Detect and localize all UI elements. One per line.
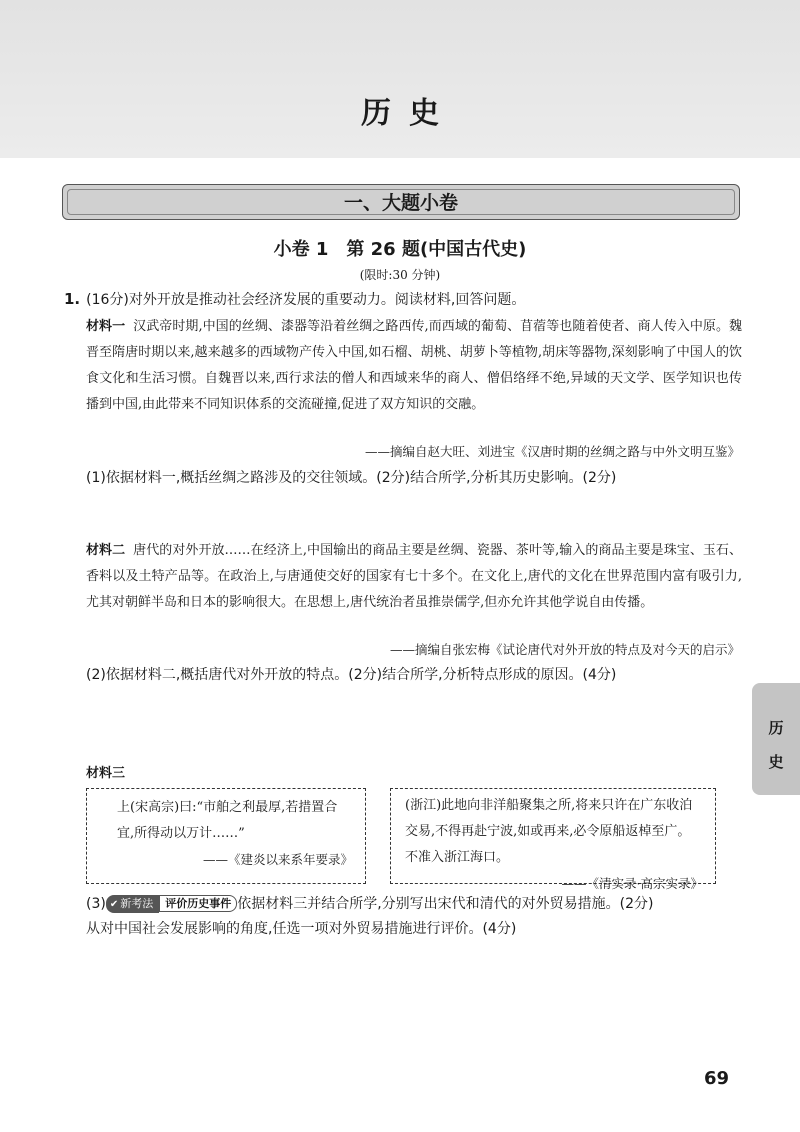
quote-song-source: ——《建炎以来系年要录》 bbox=[202, 852, 353, 867]
sub-question-1: (1)依据材料一,概括丝绸之路涉及的交往领域。(2分)结合所学,分析其历史影响。(2分) bbox=[86, 470, 617, 486]
quote-box-qing bbox=[390, 788, 716, 891]
evaluate-event-tag: 评价历史事件 bbox=[159, 895, 237, 912]
page-number: 69 bbox=[704, 1068, 730, 1089]
sub-question-3 bbox=[86, 893, 654, 913]
paper-title: 小卷 1 第 26 题(中国古代史) bbox=[273, 239, 527, 260]
material-1-source: ——摘编自赵大旺、刘进宝《汉唐时期的丝绸之路与中外文明互鉴》 bbox=[364, 444, 740, 459]
check-badge-icon: ✔ bbox=[109, 899, 119, 910]
sub-question-2: (2)依据材料二,概括唐代对外开放的特点。(2分)结合所学,分析特点形成的原因。(4分) bbox=[86, 667, 617, 683]
section-banner bbox=[62, 184, 740, 220]
question-stem-line bbox=[64, 289, 525, 309]
quote-song-text: 上(宋高宗)曰:“市舶之利最厚,若措置合宜,所得动以万计……” bbox=[117, 800, 338, 841]
section-title: 一、大题小卷 bbox=[67, 189, 735, 215]
sub-question-3-part2: 从对中国社会发展影响的角度,任选一项对外贸易措施进行评价。(4分) bbox=[86, 921, 517, 937]
material-3-label: 材料三 bbox=[86, 766, 126, 781]
new-method-tag bbox=[106, 895, 159, 913]
quote-qing-text: (浙江)此地向非洋船聚集之所,将来只许在广东收泊交易,不得再赴宁波,如或再来,必令原船返棹至广。不准入浙江海口。 bbox=[405, 798, 693, 865]
new-method-tag-label: 新考法 bbox=[120, 897, 154, 910]
question-number: 1. bbox=[64, 290, 81, 308]
subject-side-tab bbox=[752, 683, 800, 795]
quote-qing-source: ——《清实录·高宗实录》 bbox=[561, 876, 703, 891]
header-band bbox=[0, 0, 800, 158]
material-2-label: 材料二 bbox=[86, 543, 126, 558]
material-1-text: 汉武帝时期,中国的丝绸、漆器等沿着丝绸之路西传,而西域的葡萄、苜蓿等也随着使者、商人传入中原。魏晋至隋唐时期以来,越来越多的西域物产传入中国,如石榴、胡桃、胡萝卜等植物,胡床等器物,深刻影响了中国人的饮食文化和生活习惯。自魏晋以来,西行求法的僧人和西域来华的商人、僧侣络绎不绝,异域的天文学、医学知识也传播到中国,由此带来不同知识体系的交流碰撞,促进了双方知识的交融。 bbox=[86, 319, 742, 412]
material-1-label: 材料一 bbox=[86, 319, 126, 334]
sub-question-3-prefix: (3) bbox=[86, 896, 106, 912]
time-limit: (限时:30 分钟) bbox=[359, 268, 441, 282]
page-title: 历史 bbox=[361, 96, 457, 131]
sub-question-3-text: 依据材料三并结合所学,分别写出宋代和清代的对外贸易措施。(2分) bbox=[237, 896, 654, 912]
quote-box-song bbox=[86, 788, 366, 884]
material-2-text: 唐代的对外开放……在经济上,中国输出的商品主要是丝绸、瓷器、茶叶等,输入的商品主要是珠宝、玉石、香料以及土特产品等。在政治上,与唐通使交好的国家有七十多个。在文化上,唐代的文化在世界范围内富有吸引力,尤其对朝鲜半岛和日本的影响很大。在思想上,唐代统治者虽推崇儒学,但亦允许其他学说自由传播。 bbox=[86, 543, 742, 610]
material-2 bbox=[86, 538, 742, 616]
material-1 bbox=[86, 314, 742, 418]
side-tab-text: 历史 bbox=[768, 719, 784, 771]
side-tab-label bbox=[752, 711, 800, 779]
material-2-source: ——摘编自张宏梅《试论唐代对外开放的特点及对今天的启示》 bbox=[389, 642, 740, 657]
question-stem: (16分)对外开放是推动社会经济发展的重要动力。阅读材料,回答问题。 bbox=[86, 292, 526, 308]
